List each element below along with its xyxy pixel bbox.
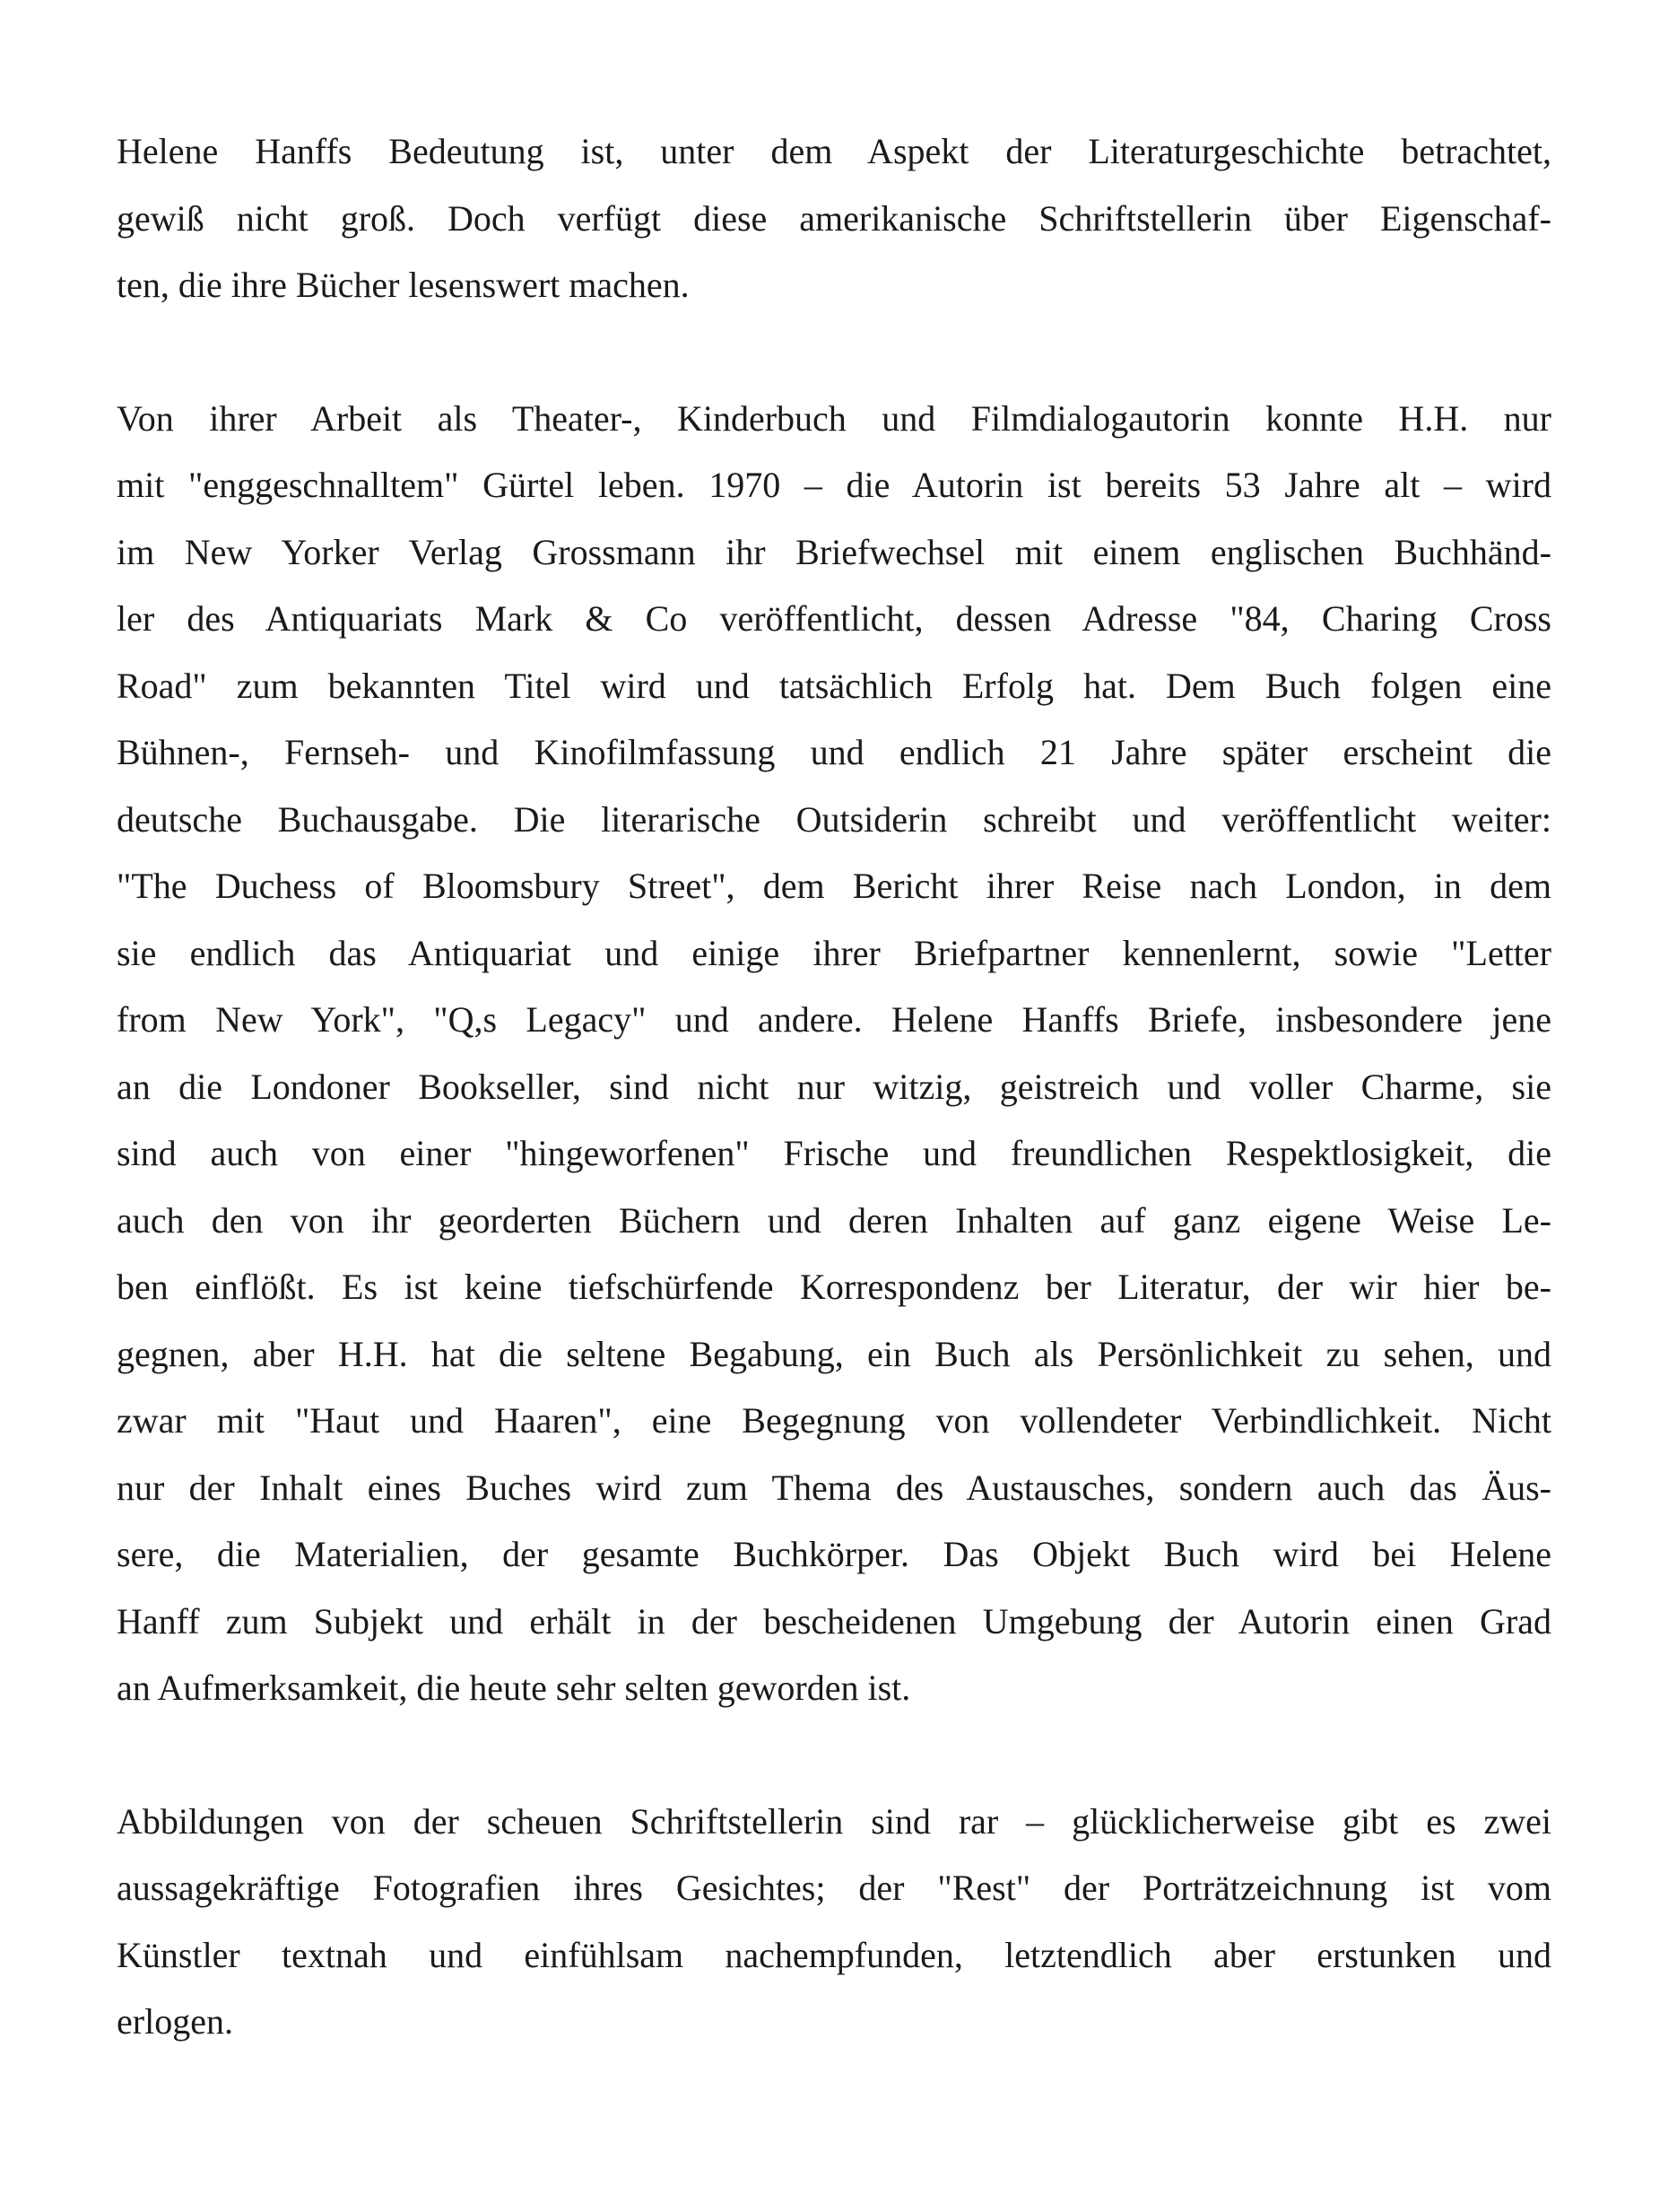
text-line-row — [117, 1120, 1551, 1188]
text-line: zwar mit "Haut und Haaren", eine Begegnung von vollendeter Verbindlichkeit. Nicht — [117, 1400, 1551, 1441]
text-line-row — [117, 186, 1551, 253]
text-line-row — [117, 252, 1551, 319]
text-line-row — [117, 1989, 1551, 2056]
text-line-row — [117, 1188, 1551, 1255]
text-line: Hanff zum Subjekt und erhält in der bescheidenen Umgebung der Autorin einen Grad — [117, 1600, 1551, 1642]
text-line-row — [117, 1922, 1551, 1990]
text-line-row — [117, 519, 1551, 587]
text-line-row — [117, 452, 1551, 519]
text-line: sie endlich das Antiquariat und einige ihrer Briefpartner kennenlernt, sowie "Letter — [117, 932, 1551, 973]
text-line-row — [117, 1521, 1551, 1589]
text-line-row — [117, 1321, 1551, 1389]
text-line-row — [117, 386, 1551, 453]
paragraph-biography — [117, 386, 1551, 1722]
text-line: aussagekräftige Fotografien ihres Gesichtes; der "Rest" der Porträtzeichnung ist vom — [117, 1868, 1551, 1908]
text-line-row — [117, 853, 1551, 920]
text-line-row — [117, 586, 1551, 653]
text-line: mit "enggeschnalltem" Gürtel leben. 1970 – die Autorin ist bereits 53 Jahre alt – wird — [117, 465, 1551, 505]
text-line: an die Londoner Bookseller, sind nicht nur witzig, geistreich und voller Charme, sie — [117, 1066, 1551, 1107]
text-line-row — [117, 1388, 1551, 1455]
text-line: Abbildungen von der scheuen Schriftstellerin sind rar – glücklicherweise gibt es zwei — [117, 1800, 1551, 1842]
text-line: nur der Inhalt eines Buches wird zum Thema des Austausches, sondern auch das Äus- — [117, 1467, 1551, 1508]
text-line: ten, die ihre Bücher lesenswert machen. — [117, 265, 690, 305]
text-line: gegnen, aber H.H. hat die seltene Begabung, ein Buch als Persönlichkeit zu sehen, und — [117, 1333, 1551, 1374]
text-line: erlogen. — [117, 2001, 233, 2042]
paragraph-intro — [117, 118, 1551, 319]
text-line: Künstler textnah und einfühlsam nachempfunden, letztendlich aber erstunken und — [117, 1934, 1551, 1975]
text-line: Road" zum bekannten Titel wird und tatsächlich Erfolg hat. Dem Buch folgen eine — [117, 665, 1551, 706]
text-line-row — [117, 1589, 1551, 1656]
text-line-row — [117, 987, 1551, 1054]
text-line-row — [117, 719, 1551, 787]
text-line-row — [117, 118, 1551, 186]
text-line: sere, die Materialien, der gesamte Buchkörper. Das Objekt Buch wird bei Helene — [117, 1534, 1551, 1574]
text-line-row — [117, 653, 1551, 720]
text-line: ler des Antiquariats Mark & Co veröffentlicht, dessen Adresse "84, Charing Cross — [117, 598, 1551, 639]
text-line-row — [117, 1254, 1551, 1321]
text-line: from New York", "Q,s Legacy" und andere. Helene Hanffs Briefe, insbesondere jene — [117, 999, 1551, 1040]
text-line-row — [117, 1655, 1551, 1722]
text-line: Helene Hanffs Bedeutung ist, unter dem Aspekt der Literaturgeschichte betrachtet, — [117, 131, 1551, 171]
text-line-row — [117, 1455, 1551, 1522]
text-line: Von ihrer Arbeit als Theater-, Kinderbuch und Filmdialogautorin konnte H.H. nur — [117, 397, 1551, 439]
text-line: "The Duchess of Bloomsbury Street", dem Bericht ihrer Reise nach London, in dem — [117, 866, 1551, 906]
text-line-row — [117, 920, 1551, 988]
text-line-row — [117, 787, 1551, 854]
text-line: deutsche Buchausgabe. Die literarische Outsiderin schreibt und veröffentlicht weiter: — [117, 798, 1551, 840]
text-line: Bühnen-, Fernseh- und Kinofilmfassung und endlich 21 Jahre später erscheint die — [117, 732, 1551, 772]
text-line: ben einflößt. Es ist keine tiefschürfende Korrespondenz ber Literatur, der wir hier be- — [117, 1267, 1551, 1307]
text-line: an Aufmerksamkeit, die heute sehr selten geworden ist. — [117, 1668, 911, 1708]
text-line-row — [117, 1855, 1551, 1922]
text-line: sind auch von einer "hingeworfenen" Frische und freundlichen Respektlosigkeit, die — [117, 1133, 1551, 1173]
text-line: auch den von ihr georderten Büchern und deren Inhalten auf ganz eigene Weise Le- — [117, 1199, 1551, 1241]
paragraph-portrait — [117, 1789, 1551, 2056]
text-line: im New Yorker Verlag Grossmann ihr Briefwechsel mit einem englischen Buchhänd- — [117, 531, 1551, 572]
text-line: gewiß nicht groß. Doch verfügt diese amerikanische Schriftstellerin über Eigenschaf- — [117, 197, 1551, 239]
text-line-row — [117, 1054, 1551, 1121]
text-line-row — [117, 1789, 1551, 1856]
